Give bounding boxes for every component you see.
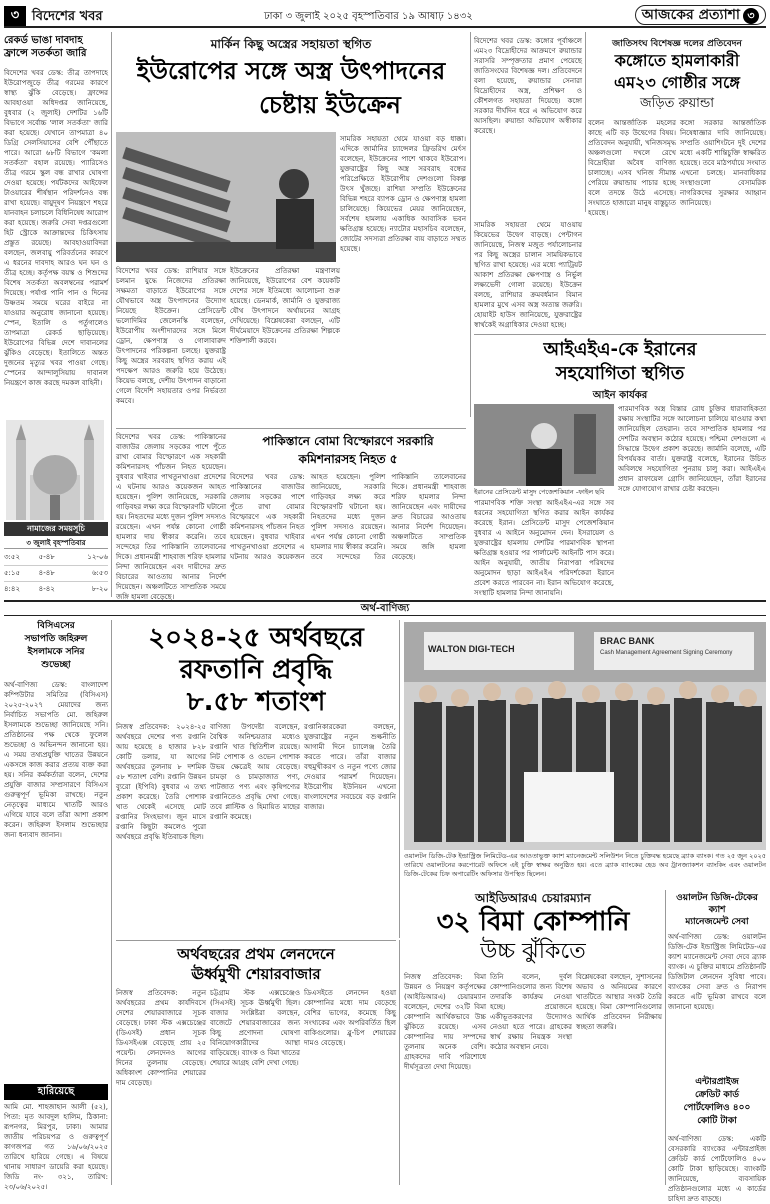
- newspaper-logo: [635, 5, 766, 25]
- column-divider: [111, 620, 112, 1185]
- prayer-table: [4, 550, 108, 596]
- missing-title: হারিয়েছে: [4, 1084, 108, 1100]
- enterprise-headline-4: কোটি টাকা: [697, 1116, 737, 1126]
- banner-brac: BRAC BANK: [600, 636, 655, 646]
- prayer-cell: ৪-৪৮: [38, 569, 55, 577]
- stock-body-1: নিজস্ব প্রতিবেদক: নতুন অর্থবছরের প্রথম কার্যদিবসে দেশের শেয়ারবাজারে সূচক বেড়েছে। ঢাকা স্টক এক্সচেঞ্জের (ডিএসই) প্রধান সূচক ডিএসইএক্স বেড়েছে প্রায় ২৫ পয়েন্ট। লেনদেনও আগের দিনের তুলনায় বেড়েছে। অধিকাংশ কোম্পানির শেয়ারের দাম বেড়েছে।: [116, 989, 206, 1087]
- iran-photo: [474, 404, 614, 486]
- column-divider: [665, 890, 666, 1185]
- ukraine-kicker: মার্কিন কিছু অস্ত্রের সহায়তা স্থগিত: [210, 37, 372, 51]
- bibs-kicker-1: বিসিএসের: [37, 621, 75, 631]
- idra-headline-2: উচ্চ ঝুঁকিতে: [480, 939, 586, 964]
- stock-body-2: চট্টগ্রাম স্টক এক্সচেঞ্জেও (সিএসই) সূচক ঊর্ধ্বমুখী ছিল। বাজার সংশ্লিষ্টরা বলছেন, বাজেটে শেয়ারবাজারের জন্য কিছু প্রণোদনা ঘোষণা বিনিয়োগকারীদের আস্থা বাড়িয়েছে। ব্যাংক ও বিমা খাতের শেয়ারে আগ্রহ বেশি দেখা গেছে।: [210, 989, 300, 1067]
- column-divider: [111, 32, 112, 597]
- prayer-cell: ৫-৪৮: [38, 553, 55, 561]
- idra-body-2: তিনি বলেন, দুর্বল কোম্পানিগুলোর জন্য বিশেষ তদারকি কার্যক্রম নেওয়া হচ্ছে। প্রয়োজনে একীভূতকরণের উদ্যোগও নেওয়া হতে পারে। গ্রাহকের স্বার্থ রক্ষায় নিয়ন্ত্রক সংস্থা কঠোর অবস্থান নেবে।: [490, 973, 572, 1051]
- export-headline-2: রফতানি প্রবৃদ্ধি: [179, 655, 333, 685]
- iran-byline: আইন কার্যকর: [592, 390, 648, 401]
- idra-body-1: নিজস্ব প্রতিবেদক: বিমা উন্নয়ন ও নিয়ন্ত্রণ কর্তৃপক্ষের (আইডিআরএ) চেয়ারম্যান বলেছেন, দেশের ৩২টি বিমা কোম্পানি আর্থিকভাবে উচ্চ ঝুঁকিতে রয়েছে। এসব কোম্পানির দায় সম্পদের তুলনায় অনেক বেশি। গ্রাহকদের দাবি পরিশোধে দীর্ঘসূত্রতা দেখা দিয়েছে।: [404, 973, 486, 1071]
- section-rule: [116, 428, 466, 429]
- enterprise-body: অর্থ-বাণিজ্য ডেস্ক: একটি বেসরকারি ব্যাংকের এন্টারপ্রাইজ ক্রেডিট কার্ড পোর্টফোলিও ৪০০ কোটি টাকা ছাড়িয়েছে। ব্যাংকটি জানিয়েছে, ব্যবসায়িক প্রতিষ্ঠানগুলোর মধ্যে এ কার্ডের চাহিদা দ্রুত বাড়ছে।: [668, 1135, 766, 1203]
- prayer-row: [4, 566, 108, 582]
- logo-text: আজকের প্রত্যাশা: [641, 7, 740, 23]
- congo-headline-3: জড়িত রুয়ান্ডা: [639, 96, 715, 111]
- enterprise-headline-1: এন্টারপ্রাইজ: [695, 1077, 739, 1087]
- export-body-3: রপ্তানিকারকেরা বলছেন, যুক্তরাষ্ট্রের নতুন শুল্কনীতি আগামী দিনে চ্যালেঞ্জ তৈরি করতে পারে। তাঁরা বাজার বহুমুখীকরণ ও নতুন পণ্যে জোর দেওয়ার পরামর্শ দিয়েছেন। ইউরোপীয় ইউনিয়ন এখনো বাংলাদেশের সবচেয়ে বড় রপ্তানি বাজার।: [304, 723, 396, 811]
- pakistan-headline-2: কমিশনারসহ নিহত ৫: [298, 452, 398, 466]
- ukraine-body-left: বিদেশের খবর ডেস্ক: রাশিয়ার সঙ্গে চলমান যুদ্ধে নিজেদের প্রতিরক্ষা সক্ষমতা বাড়াতে ইউরোপের সঙ্গে যৌথভাবে অস্ত্র উৎপাদনের উদ্যোগ নিয়েছে ইউক্রেন। প্রেসিডেন্ট ভলোদিমির জেলেনস্কি বলেছেন, ইউরোপীয় অংশীদারদের সঙ্গে মিলে ড্রোন, ক্ষেপণাস্ত্র ও গোলাবারুদ উৎপাদনের পরিকল্পনা চলছে। যুক্তরাষ্ট্র কিছু অস্ত্রের সরবরাহ স্থগিত করায় এই পদক্ষেপ আরও জরুরি হয়ে উঠেছে। কিয়েভ বলছে, দেশীয় উৎপাদন বাড়ানো গেলে বিদেশি সহায়তার ওপর নির্ভরতা কমবে।: [116, 267, 226, 405]
- congo-lead-body: বিদেশের খবর ডেস্ক: কঙ্গোর পূর্বাঞ্চলে এম২৩ বিদ্রোহীদের আক্রমণে রুয়ান্ডার সরাসরি সম্পৃক্ততার প্রমাণ পেয়েছে জাতিসংঘের বিশেষজ্ঞ দল। প্রতিবেদনে বলা হয়েছে, রুয়ান্ডার সেনারা বিদ্রোহীদের অস্ত্র, প্রশিক্ষণ ও কৌশলগত সহায়তা দিয়েছে। কঙ্গো সরকার দীর্ঘদিন ধরে এ অভিযোগ করে আসছিল। রুয়ান্ডা অভিযোগ অস্বীকার করেছে।: [474, 37, 582, 135]
- export-headline-1: ২০২৪-২৫ অর্থবছরে: [148, 623, 364, 653]
- bibs-body: অর্থ-বাণিজ্য ডেস্ক: বাংলাদেশ কম্পিউটার সমিতির (বিসিএস) ২০২৫-২০২৭ মেয়াদের জন্য নির্বাচিত সভাপতি মো. জহিরুল ইসলামকে শুভেচ্ছা জানিয়েছে সনি। প্রতিষ্ঠানের পক্ষ থেকে ফুলেল শুভেচ্ছা ও অভিনন্দন জানানো হয়। এ সময় তথ্যপ্রযুক্তি খাতের উন্নয়নে একসঙ্গে কাজ করার প্রত্যয় ব্যক্ত করা হয়। সনির কর্মকর্তারা বলেন, দেশের প্রযুক্তি বাজার সম্প্রসারণে বিসিএস গুরুত্বপূর্ণ ভূমিকা রাখছে। নতুন নেতৃত্বের মাধ্যমে খাতটি আরও এগিয়ে যাবে বলে তাঁরা আশা প্রকাশ করেন। জহিরুল ইসলাম শুভেচ্ছার জন্য ধন্যবাদ জানান।: [4, 681, 108, 839]
- walton-brac-photo: [404, 622, 766, 850]
- walton-brac-caption: ওয়ালটন ডিজি-টেক ইন্ডাস্ট্রিজ লিমিটেড-এর আওতাভুক্ত ক্যাশ ম্যানেজমেন্ট সলিউশন নিতে চুক্তিবদ্ধ হয়েছে ব্র্যাক ব্যাংক। গত ২৫ জুন ২০২৫ তারিখে ওয়ালটনের করপোরেট অফিসে এই চুক্তি স্বাক্ষর অনুষ্ঠিত হয়। এতে ব্র্যাক ব্যাংকের হেড অব ট্রানজ্যাকশন ব্যাংকিং এবং ওয়ালটন ডিজি-টেকের চিফ অপারেটিং অফিসার উপস্থিত ছিলেন।: [404, 852, 766, 878]
- issue-date: ঢাকা ৩ জুলাই ২০২৫ বৃহস্পতিবার ১৯ আষাঢ় ১৪৩২: [264, 11, 473, 22]
- walton-headline-1: ওয়ালটন ডিজি-টেকের: [676, 893, 758, 903]
- column-divider: [470, 32, 471, 417]
- enterprise-headline-3: পোর্টফোলিও ৪০০: [683, 1103, 751, 1113]
- stock-headline-2: ঊর্ধ্বমুখী শেয়ারবাজার: [191, 965, 321, 983]
- congo-body-right: কঙ্গো সরকার আন্তর্জাতিক নিষেধাজ্ঞার দাবি জানিয়েছে। সম্প্রতি ওয়াশিংটনে দুই দেশের মধ্যে একটি শান্তিচুক্তি স্বাক্ষরিত হয়েছে। তবে মাঠপর্যায়ে সংঘাত এখনো চলছে। মানবাধিকার সংস্থাগুলো বেসামরিক নাগরিকদের সুরক্ষার আহ্বান জানিয়েছে।: [680, 119, 766, 207]
- column-divider: [399, 620, 400, 938]
- ukraine-headline-2: চেষ্টায় ইউক্রেন: [259, 91, 401, 119]
- prayer-cell: ৪-৪২: [38, 585, 55, 593]
- missing-body: আমি মো. শাহজাহান আলী (৫২), পিতা: মৃত আবদুল হালিম, ঠিকানা: রূপনগর, মিরপুর, ঢাকা। আমার জাতীয় পরিচয়পত্র ও গুরুত্বপূর্ণ কাগজপত্র গত ১৬/০৬/২০২৫ তারিখে হারিয়ে গেছে। এ বিষয়ে থানায় সাধারণ ডায়েরি করা হয়েছে। জিডি নং- ৩২১, তারিখ: ২৩/০৬/২০২৫।: [4, 1103, 108, 1191]
- enterprise-headline-2: ক্রেডিট কার্ড: [695, 1090, 739, 1100]
- iran-headline-2: সহযোগিতা স্থগিত: [555, 363, 685, 384]
- bibs-kicker-3: ইসলামকে সনির: [27, 647, 85, 657]
- bibs-headline-box: [4, 620, 108, 676]
- iran-body: পারমাণবিক শক্তি সংস্থা আইএইএ-এর সঙ্গে সব ধরনের সহযোগিতা স্থগিত করার আইন কার্যকর করেছে ইরান। প্রেসিডেন্ট মাসুদ পেজেশকিয়ান বুধবার এ আইনে অনুমোদন দেন। ইসরায়েল ও যুক্তরাষ্ট্রের হামলায় দেশটির পারমাণবিক স্থাপনা ক্ষতিগ্রস্ত হওয়ার পর পার্লামেন্ট আইনটি পাস করে। আইন অনুযায়ী, জাতীয় নিরাপত্তা পরিষদের অনুমোদন ছাড়া আইএইএ পরিদর্শকেরা ইরানে প্রবেশ করতে পারবেন না। ইরান অভিযোগ করেছে, সংস্থাটি হামলার নিন্দা জানায়নি।: [474, 499, 614, 597]
- stock-body-3: ডিএসইতে লেনদেন হওয়া কোম্পানির মধ্যে দাম বেড়েছে বেশির ভাগের, কমেছে কিছু সংখ্যকের এবং অপরিবর্তিত ছিল বাকিগুলোর। ব্লু-চিপ শেয়ারের দামও বেড়েছে।: [304, 989, 396, 1047]
- prayer-cell: ৪:৪২: [4, 585, 20, 593]
- enterprise-headline-box: [668, 1076, 766, 1134]
- banner-subtitle: Cash Management Agreement Signing Ceremony: [600, 650, 733, 656]
- pakistan-body-left: বিদেশের খবর ডেস্ক: পাকিস্তানের বাজাউর জেলায় সড়কের পাশে পুঁতে রাখা বোমার বিস্ফোরণে এক সহকারী কমিশনারসহ পাঁচজন নিহত হয়েছেন। বুধবার খাইবার পাখতুনখাওয়া প্রদেশের এ ঘটনায় আরও কয়েকজন আহত হয়েছেন। পুলিশ জানিয়েছে, সরকারি গাড়িবহর লক্ষ্য করে বিস্ফোরণটি ঘটানো হয়। নিহতদের মধ্যে দুজন পুলিশ সদস্যও রয়েছেন। এখন পর্যন্ত কোনো গোষ্ঠী হামলার দায় স্বীকার করেনি। তবে সন্দেহের তির পাকিস্তানি তালেবানের দিকে। প্রধানমন্ত্রী শাহবাজ শরিফ হামলার নিন্দা জানিয়েছেন এবং দায়ীদের দ্রুত বিচারের আওতায় আনার নির্দেশ দিয়েছেন। অঞ্চলটিতে সাম্প্রতিক সময়ে জঙ্গি হামলা বেড়েছে।: [116, 433, 226, 601]
- logo-page-number: ৩: [743, 8, 759, 24]
- prayer-cell: ৬:৫৩: [92, 569, 109, 577]
- iran-photo-caption: ইরানের প্রেসিডেন্ট মাসুদ পেজেশকিয়ান -ফাইল ছবি: [474, 488, 605, 496]
- stock-headline-1: অর্থবছরের প্রথম লেনদেনে: [177, 945, 335, 963]
- prayer-cell: ১২-০৬: [87, 553, 109, 561]
- pakistan-body: বিদেশের খবর ডেস্ক: পাকিস্তানের বাজাউর জেলায় সড়কের পাশে পুঁতে রাখা বোমার বিস্ফোরণে এক সহকারী কমিশনারসহ পাঁচজন নিহত হয়েছেন। বুধবার খাইবার পাখতুনখাওয়া প্রদেশের এ ঘটনায় আরও কয়েকজন আহত হয়েছেন। পুলিশ জানিয়েছে, সরকারি গাড়িবহর লক্ষ্য করে বিস্ফোরণটি ঘটানো হয়। নিহতদের মধ্যে দুজন পুলিশ সদস্যও রয়েছেন। এখন পর্যন্ত কোনো গোষ্ঠী হামলার দায় স্বীকার করেনি। তবে সন্দেহের তির পাকিস্তানি তালেবানের দিকে। প্রধানমন্ত্রী শাহবাজ শরিফ হামলার নিন্দা জানিয়েছেন এবং দায়ীদের দ্রুত বিচারের আওতায় আনার নির্দেশ দিয়েছেন। অঞ্চলটিতে সাম্প্রতিক সময়ে জঙ্গি হামলা বেড়েছে।: [230, 473, 466, 561]
- congo-headline-2: এম২৩ গোষ্ঠীর সঙ্গে: [613, 73, 741, 92]
- congo-body-left: বলেন আন্তর্জাতিক মহলের কাছে এটি বড় উদ্বেগের বিষয়। প্রতিবেদন অনুযায়ী, খনিজসমৃদ্ধ অঞ্চলগুলো দখলে রেখে বিদ্রোহীরা অবৈধ বাণিজ্য চালাচ্ছে। এসব খনিজ সীমান্ত পেরিয়ে রুয়ান্ডায় পাচার হচ্ছে বলে তদন্তে উঠে এসেছে। সংঘাতে হাজারো মানুষ বাস্তুচ্যুত হয়েছে।: [588, 119, 676, 217]
- congo-headline-1: কঙ্গোতে হামলাকারী: [614, 51, 740, 70]
- export-body-1: নিজস্ব প্রতিবেদক: ২০২৪-২৫ অর্থবছরে দেশের পণ্য রপ্তানি আয় হয়েছে ৪ হাজার ৮২৮ কোটি ডলার, যা আগের অর্থবছরের তুলনায় ৮ দশমিক ৫৮ শতাংশ বেশি। রপ্তানি উন্নয়ন ব্যুরো (ইপিবি) বুধবার এ তথ্য প্রকাশ করেছে। তৈরি পোশাক খাত থেকেই এসেছে মোট রপ্তানির সিংহভাগ। জুন মাসে রপ্তানি কিছুটা কমলেও পুরো অর্থবছরে প্রবৃদ্ধি ইতিবাচক ছিল।: [116, 723, 206, 841]
- prayer-cell: ৮-২০: [91, 585, 109, 593]
- ukraine-body-continued: সামরিক সহায়তা থেমে যাওয়ায় কিয়েভের উদ্বেগ বাড়ছে। পেন্টাগন জানিয়েছে, নিজস্ব মজুত পর্যালোচনার পর কিছু অস্ত্রের চালান সাময়িকভাবে স্থগিত রাখা হয়েছে। এর মধ্যে প্যাট্রিয়ট আকাশ প্রতিরক্ষা ক্ষেপণাস্ত্র ও নির্ভুল লক্ষ্যভেদী গোলা রয়েছে। ইউক্রেন বলছে, রাশিয়ার ক্রমবর্ধমান বিমান হামলার মুখে এসব অস্ত্র অত্যন্ত জরুরি। হোয়াইট হাউস জানিয়েছে, যুক্তরাষ্ট্রের স্বার্থকেই অগ্রাধিকার দেওয়া হচ্ছে।: [474, 221, 582, 329]
- walton-headline-2: ক্যাশ: [708, 905, 726, 915]
- idra-headline-1: ৩২ বিমা কোম্পানি: [436, 907, 630, 937]
- idra-body-3: বিশ্লেষকেরা বলছেন, সুশাসনের অভাব ও অনিয়মের কারণে খাতটিতে আস্থার সংকট তৈরি হয়েছে। বিমা কোম্পানিগুলোর আর্থিক প্রতিবেদন নিরীক্ষায় স্বচ্ছতা জরুরি।: [576, 973, 662, 1031]
- france-headline-box: [4, 34, 108, 70]
- export-body-2: বাণিজ্য উপদেষ্টা বলেছেন, বৈশ্বিক অনিশ্চয়তার মধ্যেও রপ্তানি খাত স্থিতিশীল রয়েছে। নিট পোশাক ও ওভেন পোশাক উভয় ক্ষেত্রেই আয় বেড়েছে। চামড়া ও চামড়াজাত পণ্য, পাটজাত পণ্য এবং কৃষিপণ্যের রপ্তানিতেও প্রবৃদ্ধি দেখা গেছে। তবে প্লাস্টিক ও হিমায়িত মাছের রপ্তানি কমেছে।: [210, 723, 300, 821]
- ukraine-body-mid: ইউক্রেনের প্রতিরক্ষা মন্ত্রণালয় জানিয়েছে, ইউরোপের বেশ কয়েকটি দেশের সঙ্গে ইতিমধ্যে আলোচনা শুরু হয়েছে। ডেনমার্ক, জার্মানি ও যুক্তরাজ্য যৌথ উৎপাদনে অর্থায়নের আগ্রহ দেখিয়েছে। বিশ্লেষকেরা বলছেন, এটি দীর্ঘমেয়াদে ইউক্রেনের প্রতিরক্ষা শিল্পকে শক্তিশালী করবে।: [230, 267, 340, 345]
- ukraine-headline-1: ইউরোপের সঙ্গে অস্ত্র উৎপাদনের: [136, 57, 446, 85]
- prayer-title: নামাজের সময়সূচি: [4, 522, 108, 536]
- bibs-kicker-4: শুভেচ্ছা: [41, 660, 71, 670]
- ukraine-body-right: সামরিক সহায়তা থেমে যাওয়া বড় ধাক্কা। এদিকে জার্মানির চ্যান্সেলর ফ্রিডরিখ মের্ৎস বলেছেন, ইউক্রেনের পাশে থাকবে ইউরোপ। যুক্তরাষ্ট্রের কিছু অস্ত্র সরবরাহ বন্ধের পরিপ্রেক্ষিতে ইউরোপীয় দেশগুলো বিকল্প উৎস খুঁজছে। রাশিয়া সম্প্রতি ইউক্রেনের বিভিন্ন শহরে ব্যাপক ড্রোন ও ক্ষেপণাস্ত্র হামলা চালিয়েছে। কিয়েভের মেয়র জানিয়েছেন, সর্বশেষ হামলায় একাধিক আবাসিক ভবন ক্ষতিগ্রস্ত হয়েছে। ন্যাটোর মহাসচিব বলেছেন, জোটের সদস্যরা প্রতিরক্ষা ব্যয় বাড়াতে সম্মত হয়েছে।: [340, 135, 466, 253]
- prayer-row: [4, 550, 108, 566]
- pakistan-headline-1: পাকিস্তানে বোমা বিস্ফোরণে সরকারি: [262, 434, 434, 448]
- prayer-date: ৩ জুলাই বৃহস্পতিবার: [4, 537, 108, 549]
- prayer-cell: ৩:৫২: [4, 553, 21, 561]
- page-header: [4, 4, 766, 28]
- mosque-illustration: [6, 420, 104, 520]
- section-rule: [116, 940, 396, 941]
- congo-kicker: জাতিসংঘ বিশেষজ্ঞ দলের প্রতিবেদন: [612, 39, 742, 49]
- iran-headline-1: আইএইএ-কে ইরানের: [543, 339, 697, 360]
- walton-body: অর্থ-বাণিজ্য ডেস্ক: ওয়ালটন ডিজি-টেক ইন্ডাস্ট্রিজ লিমিটেড-এর ক্যাশ ম্যানেজমেন্ট সেবা দেবে ব্র্যাক ব্যাংক। এ চুক্তির মাধ্যমে প্রতিষ্ঠানটি ডিজিটাল লেনদেন সুবিধা পাবে। ব্যাংকের সেবা দ্রুত ও নিরাপদ করতে এটি ভূমিকা রাখবে বলে জানানো হয়েছে।: [668, 933, 766, 1011]
- column-divider: [399, 940, 400, 1185]
- section-rule: [474, 334, 766, 335]
- export-headline-3: ৮.৫৮ শতাংশ: [186, 687, 326, 717]
- section-divider: [4, 600, 766, 616]
- france-body: বিদেশের খবর ডেস্ক: তীব্র তাপদাহে ইউরোপজুড়ে তীব্র গরমের কারণে স্বাস্থ্য ঝুঁকি বেড়েছে। ফ্রান্সের আবহাওয়া অধিদপ্তর জানিয়েছে, বুধবার (২ জুলাই) দেশটির ১৬টি বিভাগে সর্বোচ্চ 'লাল সতর্কতা' জারি করা হয়েছে। যেখানে তাপমাত্রা ৪০ ডিগ্রি সেলসিয়াসের বেশি পৌঁছাতে পারে। আরো ৬৮টি বিভাগে 'কমলা সতর্কতা' বহাল রয়েছে। প্যারিসেও তীব্র গরমে স্কুল বন্ধ রাখার ঘোষণা দেওয়া হয়েছে। পর্যটকদের আইফেল টাওয়ারের শীর্ষস্থান পরিদর্শনেও বন্ধ রাখা হয়েছে। বায়ুদূষণ নিয়ন্ত্রণে শহরে যানবাহন চলাচলে বিধিনিষেধ আরোপ করা হয়েছে। জরুরি সেবা দপ্তরগুলো হিট স্ট্রোকে আক্রান্তদের চিকিৎসায় প্রস্তুত রয়েছে। আবহাওয়াবিদরা বলছেন, জলবায়ু পরিবর্তনের কারণে এ ধরনের দাবদাহ আরও ঘন ঘন ও তীব্র হচ্ছে। কর্তৃপক্ষ বয়স্ক ও শিশুদের বিশেষ সতর্কতা অবলম্বনের পরামর্শ দিয়েছে। পর্যাপ্ত পানি পান ও দিনের উষ্ণতম সময়ে ঘরের বাইরে না যাওয়ার অনুরোধ জানানো হয়েছে। স্পেন, ইতালি ও পর্তুগালেও তাপমাত্রা রেকর্ড ছাড়িয়েছে। ইউরোপের বিভিন্ন দেশে দাবানলের ঝুঁকিও বেড়েছে। ইতালিতে অন্তত দুজনের মৃত্যুর খবর পাওয়া গেছে। স্পেনের আন্দালুসিয়ায় দাবানল নিয়ন্ত্রণে কাজ করছে দমকল বাহিনী।: [4, 69, 108, 387]
- bibs-kicker-2: সভাপতি জহিরুল: [24, 634, 88, 644]
- ukraine-photo: [116, 132, 336, 262]
- idra-kicker: আইডিআরএ চেয়ারম্যান: [475, 891, 591, 905]
- iran-body-right: পারমাণবিক অস্ত্র বিস্তার রোধ চুক্তির ধারাবাহিকতা রক্ষায় সংস্থাটির সঙ্গে আলোচনা চালিয়ে যাওয়ার কথা জানিয়েছিল তেহরান। তবে সাম্প্রতিক হামলার পর দেশটির অবস্থান কঠোর হয়েছে। পশ্চিমা দেশগুলো এ সিদ্ধান্তে উদ্বেগ প্রকাশ করেছে। জার্মানি বলেছে, এটি বিপর্যয়কর বার্তা। যুক্তরাষ্ট্র বলেছে, ইরানের উচিত অবিলম্বে সহযোগিতা পুনরায় চালু করা। আইএইএ প্রধান রাফায়েল গ্রোসি জানিয়েছেন, তাঁরা ইরানের সঙ্গে যোগাযোগ রাখার চেষ্টা করছেন।: [618, 405, 766, 493]
- page-number: ৩: [4, 6, 26, 26]
- section-title: বিদেশের খবর: [32, 9, 103, 24]
- prayer-row: [4, 582, 108, 597]
- france-headline: রেকর্ড ভাঙা দাবদাহ ফ্রান্সে সতর্কতা জারি: [4, 35, 87, 59]
- section-divider-label: অর্থ-বাণিজ্য: [360, 603, 410, 614]
- banner-walton: WALTON DIGI-TECH: [428, 644, 515, 654]
- prayer-cell: ৫:১৫: [4, 569, 20, 577]
- column-divider: [585, 32, 586, 212]
- walton-headline-3: ম্যানেজমেন্ট সেবা: [685, 917, 749, 927]
